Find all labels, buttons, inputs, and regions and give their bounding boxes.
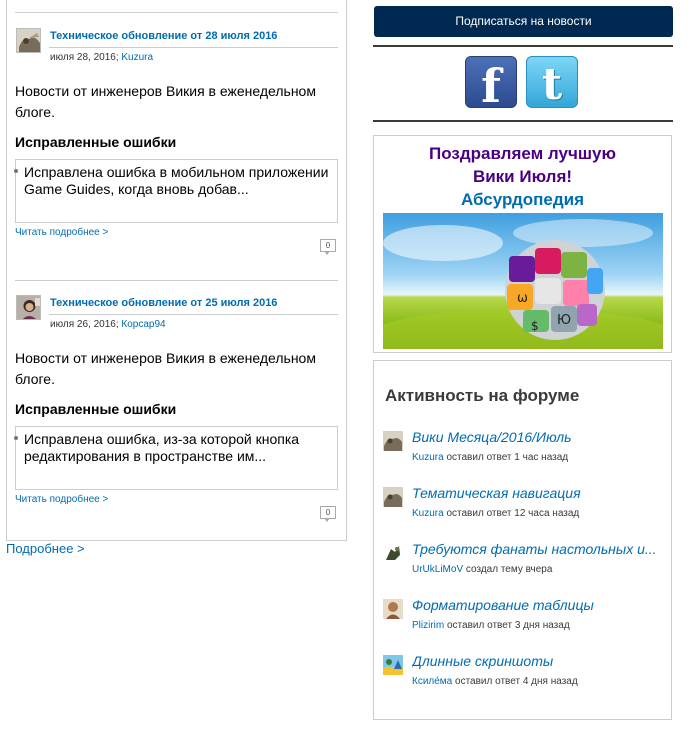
post-lead: Новости от инженеров Викия в еженедельном блоге. <box>15 350 316 387</box>
avatar[interactable] <box>383 543 403 563</box>
excerpt-text: Исправлена ошибка в мобильном приложении Game Guides, когда вновь добав... <box>24 164 329 197</box>
avatar[interactable] <box>383 655 403 675</box>
forum-user-link[interactable]: UrUkLiMoV <box>412 564 464 575</box>
post-author-link[interactable]: Kuzura <box>121 52 154 63</box>
read-more-link[interactable]: Читать подробнее > <box>15 494 109 505</box>
forum-meta <box>412 564 552 575</box>
forum-user-link[interactable]: Kuzura <box>412 452 444 463</box>
rail-divider <box>373 45 673 47</box>
read-more-link[interactable]: Читать подробнее > <box>15 227 109 238</box>
forum-item <box>383 653 668 697</box>
forum-action: оставил ответ 1 час назад <box>446 452 569 463</box>
forum-user-link[interactable]: Ксиле́ма <box>412 676 453 687</box>
post-excerpt <box>15 426 338 490</box>
forum-item <box>383 429 668 473</box>
svg-text:ω: ω <box>517 291 528 306</box>
forum-item <box>383 541 668 585</box>
forum-user-link[interactable]: Kuzura <box>412 508 444 519</box>
title-divider <box>49 314 338 315</box>
forum-meta <box>412 676 578 687</box>
forum-action: оставил ответ 3 дня назад <box>447 620 570 631</box>
forum-item <box>383 485 668 529</box>
svg-text:$: $ <box>531 319 539 333</box>
forum-action: оставил ответ 4 дня назад <box>455 676 578 687</box>
forum-thread-link[interactable]: Вики Месяца/2016/Июль <box>412 429 572 445</box>
comment-count-bubble[interactable]: 0 <box>320 506 336 519</box>
post-author-link[interactable]: Корсар94 <box>121 319 166 330</box>
forum-thread-link[interactable]: Форматирование таблицы <box>412 597 594 613</box>
post-lead: Новости от инженеров Викия в еженедельном блоге. <box>15 83 316 120</box>
svg-text:Ю: Ю <box>557 313 572 328</box>
forum-action: оставил ответ 12 часа назад <box>446 508 580 519</box>
promo-wiki-name[interactable]: Абсурдопедия <box>460 190 585 209</box>
forum-activity-module <box>373 360 672 720</box>
avatar[interactable] <box>383 599 403 619</box>
post-meta <box>50 52 153 63</box>
more-link[interactable]: Подробнее > <box>6 541 85 556</box>
forum-user-link[interactable]: Plizirim <box>412 620 445 631</box>
forum-thread-link[interactable]: Длинные скриншоты <box>412 653 554 669</box>
blog-post <box>15 28 338 258</box>
post-meta <box>50 319 166 330</box>
forum-meta <box>412 508 579 519</box>
subscribe-button[interactable]: Подписаться на новости <box>374 6 673 37</box>
forum-meta <box>412 620 570 631</box>
forum-item <box>383 597 668 641</box>
avatar[interactable] <box>16 28 41 53</box>
post-title-link[interactable]: Техническое обновление от 28 июля 2016 <box>50 30 278 42</box>
avatar[interactable] <box>383 487 403 507</box>
title-divider <box>49 47 338 48</box>
post-date: июля 26, 2016; <box>50 319 119 330</box>
avatar[interactable] <box>16 295 41 320</box>
bullet-icon <box>14 436 18 440</box>
promo-line-1: Поздравляем лучшую <box>429 144 616 163</box>
blog-post <box>15 295 338 525</box>
post-date: июля 28, 2016; <box>50 52 119 63</box>
bullet-icon <box>14 169 18 173</box>
comment-count-bubble[interactable]: 0 <box>320 239 336 252</box>
rail-divider <box>373 120 673 122</box>
forum-thread-link[interactable]: Требуются фанаты настольных и... <box>412 541 657 557</box>
facebook-icon[interactable]: f <box>465 56 517 108</box>
avatar[interactable] <box>383 431 403 451</box>
top-divider <box>15 12 338 13</box>
post-divider <box>15 280 338 281</box>
promo-line-2: Вики Июля! <box>472 167 573 186</box>
section-heading: Исправленные ошибки <box>15 134 177 150</box>
forum-meta <box>412 452 568 463</box>
promo-image[interactable] <box>383 213 663 349</box>
blog-module <box>6 0 347 541</box>
post-title-link[interactable]: Техническое обновление от 25 июля 2016 <box>50 297 278 309</box>
forum-heading: Активность на форуме <box>385 386 580 405</box>
wiki-of-month-promo[interactable] <box>373 135 672 353</box>
forum-action: создал тему вчера <box>465 564 553 575</box>
twitter-icon[interactable]: t <box>526 56 578 108</box>
forum-thread-link[interactable]: Тематическая навигация <box>412 485 581 501</box>
excerpt-text: Исправлена ошибка, из-за которой кнопка редактирования в пространстве им... <box>24 431 300 464</box>
post-excerpt <box>15 159 338 223</box>
section-heading: Исправленные ошибки <box>15 401 177 417</box>
